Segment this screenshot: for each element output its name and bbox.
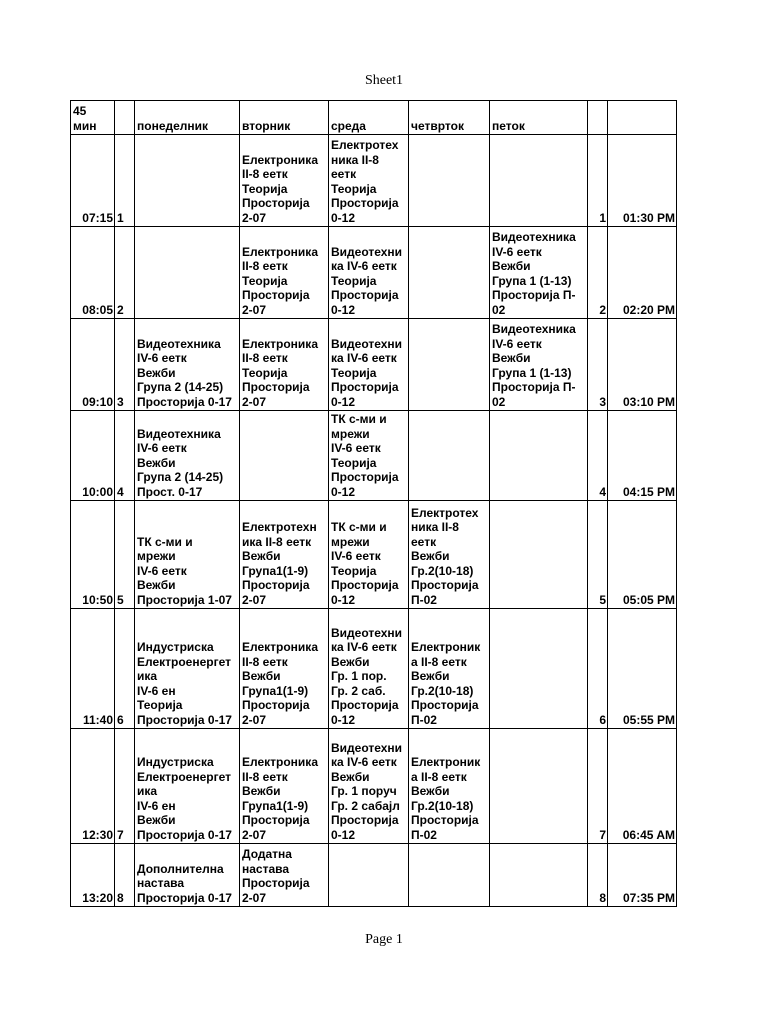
period-number-right: 7 [588, 729, 608, 844]
end-time: 05:05 PM [608, 501, 677, 609]
wednesday-cell: Видеотехни ка IV-6 еетк Вежби Гр. 1 пор. Гр. 2 саб. Просторија 0-12 [329, 609, 409, 729]
table-row [71, 227, 677, 319]
thursday-cell [409, 135, 490, 227]
period-number: 7 [115, 729, 135, 844]
period-number-right: 8 [588, 844, 608, 907]
thursday-cell [409, 319, 490, 411]
start-time: 13:20 [71, 844, 115, 907]
schedule-table [70, 100, 677, 907]
start-time: 08:05 [71, 227, 115, 319]
period-number: 3 [115, 319, 135, 411]
header-thursday: четврток [409, 101, 490, 135]
monday-cell: ТК с-ми и мрежи IV-6 еетк Вежби Просторија 1-07 [135, 501, 240, 609]
thursday-cell: Електротех ника II-8 еетк Вежби Гр.2(10-18) Просторија П-02 [409, 501, 490, 609]
period-number-right: 3 [588, 319, 608, 411]
header-end [608, 101, 677, 135]
header-friday: петок [490, 101, 588, 135]
friday-cell [490, 411, 588, 501]
friday-cell [490, 844, 588, 907]
monday-cell: Дополнителна настава Просторија 0-17 [135, 844, 240, 907]
wednesday-cell: ТК с-ми и мрежи IV-6 еетк Теорија Просторија 0-12 [329, 411, 409, 501]
tuesday-cell: Електроника II-8 еетк Теорија Просторија 2-07 [240, 319, 329, 411]
period-number-right: 1 [588, 135, 608, 227]
thursday-cell: Електроник а II-8 еетк Вежби Гр.2(10-18) Просторија П-02 [409, 729, 490, 844]
start-time: 10:00 [71, 411, 115, 501]
start-time: 07:15 [71, 135, 115, 227]
period-number-right: 2 [588, 227, 608, 319]
monday-cell [135, 135, 240, 227]
period-number-right: 5 [588, 501, 608, 609]
page-footer: Page 1 [365, 932, 403, 947]
table-row [71, 411, 677, 501]
end-time: 02:20 PM [608, 227, 677, 319]
header-row [71, 101, 677, 135]
friday-cell: Видеотехника IV-6 еетк Вежби Група 1 (1-13) Просторија П- 02 [490, 319, 588, 411]
friday-cell [490, 609, 588, 729]
start-time: 10:50 [71, 501, 115, 609]
header-period-length: 45 мин [71, 101, 115, 135]
start-time: 11:40 [71, 609, 115, 729]
tuesday-cell [240, 411, 329, 501]
end-time: 05:55 PM [608, 609, 677, 729]
header-wednesday: среда [329, 101, 409, 135]
period-number-right: 4 [588, 411, 608, 501]
start-time: 09:10 [71, 319, 115, 411]
monday-cell: Индустриска Електроенергет ика IV-6 ен Вежби Просторија 0-17 [135, 729, 240, 844]
wednesday-cell: Електротех ника II-8 еетк Теорија Просторија 0-12 [329, 135, 409, 227]
thursday-cell [409, 844, 490, 907]
header-num [115, 101, 135, 135]
wednesday-cell: Видеотехни ка IV-6 еетк Вежби Гр. 1 поруч Гр. 2 сабајл Просторија 0-12 [329, 729, 409, 844]
table-row [71, 135, 677, 227]
header-monday: понеделник [135, 101, 240, 135]
end-time: 01:30 PM [608, 135, 677, 227]
table-row [71, 319, 677, 411]
header-tuesday: вторник [240, 101, 329, 135]
tuesday-cell: Електроника II-8 еетк Вежби Група1(1-9) Просторија 2-07 [240, 609, 329, 729]
header-num2 [588, 101, 608, 135]
end-time: 06:45 AM [608, 729, 677, 844]
friday-cell [490, 729, 588, 844]
end-time: 07:35 PM [608, 844, 677, 907]
thursday-cell: Електроник а II-8 еетк Вежби Гр.2(10-18) Просторија П-02 [409, 609, 490, 729]
monday-cell: Видеотехника IV-6 еетк Вежби Група 2 (14-25) Прост. 0-17 [135, 411, 240, 501]
thursday-cell [409, 227, 490, 319]
end-time: 04:15 PM [608, 411, 677, 501]
wednesday-cell: ТК с-ми и мрежи IV-6 еетк Теорија Просторија 0-12 [329, 501, 409, 609]
table-row [71, 844, 677, 907]
sheet-title: Sheet1 [364, 73, 404, 88]
end-time: 03:10 PM [608, 319, 677, 411]
monday-cell [135, 227, 240, 319]
period-number: 8 [115, 844, 135, 907]
period-number: 6 [115, 609, 135, 729]
tuesday-cell: Додатна настава Просторија 2-07 [240, 844, 329, 907]
tuesday-cell: Електротехн ика II-8 еетк Вежби Група1(1-9) Просторија 2-07 [240, 501, 329, 609]
friday-cell: Видеотехника IV-6 еетк Вежби Група 1 (1-13) Просторија П- 02 [490, 227, 588, 319]
table-row [71, 609, 677, 729]
start-time: 12:30 [71, 729, 115, 844]
tuesday-cell: Електроника II-8 еетк Теорија Просторија 2-07 [240, 135, 329, 227]
tuesday-cell: Електроника II-8 еетк Теорија Просторија 2-07 [240, 227, 329, 319]
thursday-cell [409, 411, 490, 501]
table-row [71, 729, 677, 844]
friday-cell [490, 501, 588, 609]
monday-cell: Индустриска Електроенергет ика IV-6 ен Теорија Просторија 0-17 [135, 609, 240, 729]
table-row [71, 501, 677, 609]
wednesday-cell [329, 844, 409, 907]
tuesday-cell: Електроника II-8 еетк Вежби Група1(1-9) Просторија 2-07 [240, 729, 329, 844]
period-number: 1 [115, 135, 135, 227]
period-number: 2 [115, 227, 135, 319]
period-number-right: 6 [588, 609, 608, 729]
wednesday-cell: Видеотехни ка IV-6 еетк Теорија Просторија 0-12 [329, 319, 409, 411]
period-number: 4 [115, 411, 135, 501]
friday-cell [490, 135, 588, 227]
monday-cell: Видеотехника IV-6 еетк Вежби Група 2 (14-25) Просторија 0-17 [135, 319, 240, 411]
period-number: 5 [115, 501, 135, 609]
wednesday-cell: Видеотехни ка IV-6 еетк Теорија Просторија 0-12 [329, 227, 409, 319]
